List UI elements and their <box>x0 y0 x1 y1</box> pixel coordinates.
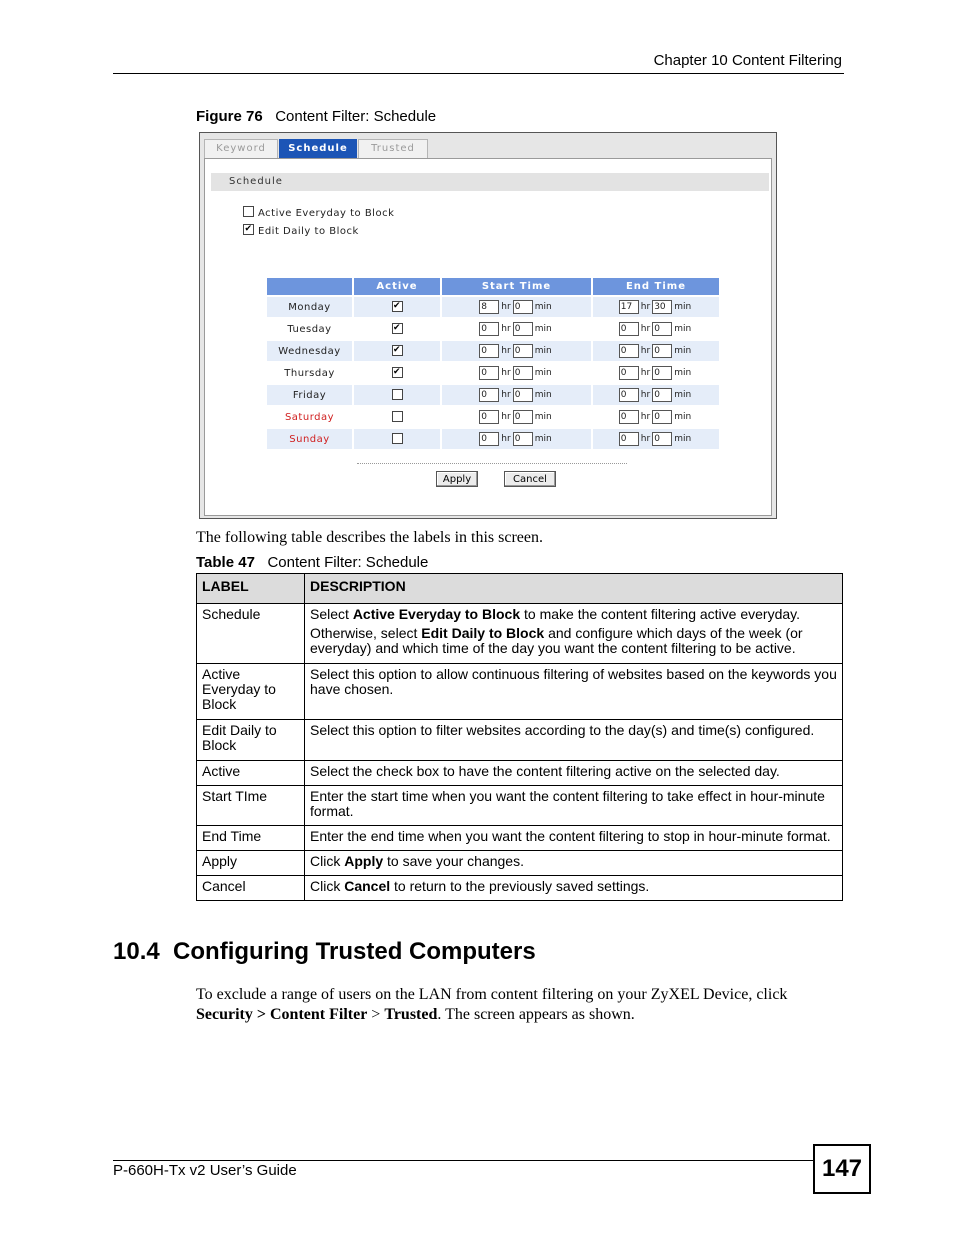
end-time-cell <box>593 429 719 449</box>
row-label: Edit Daily to Block <box>197 720 305 761</box>
min-unit: min <box>674 368 692 378</box>
intro-text: The following table describes the labels in this screen. <box>196 529 544 546</box>
end-time-cell <box>593 363 719 383</box>
row-label: End Time <box>197 826 305 851</box>
schedule-rows <box>267 297 719 449</box>
day-label: Friday <box>267 385 352 405</box>
min-unit: min <box>674 434 692 444</box>
day-active-cell <box>354 297 440 317</box>
hr-unit: hr <box>501 390 511 400</box>
schedule-screen <box>199 132 777 519</box>
end-time-cell <box>593 407 719 427</box>
end-minute-input[interactable]: 30 <box>652 300 672 314</box>
button-divider <box>357 463 627 464</box>
row-label: Start TIme <box>197 786 305 826</box>
day-active-checkbox[interactable] <box>392 345 403 356</box>
day-active-cell <box>354 319 440 339</box>
start-minute-input[interactable]: 0 <box>513 366 533 380</box>
start-time-cell <box>442 407 591 427</box>
day-active-checkbox[interactable] <box>392 323 403 334</box>
day-active-checkbox[interactable] <box>392 301 403 312</box>
min-unit: min <box>534 346 552 356</box>
tab-trusted[interactable]: Trusted <box>358 139 428 158</box>
hr-unit: hr <box>640 434 651 444</box>
table-row <box>197 786 843 826</box>
end-time-cell <box>593 385 719 405</box>
schedule-row <box>267 341 719 361</box>
start-minute-input[interactable]: 0 <box>513 344 533 358</box>
hr-unit: hr <box>640 346 651 356</box>
row-description: Enter the end time when you want the content filtering to stop in hour-minute format. <box>305 826 843 851</box>
min-unit: min <box>534 368 552 378</box>
table-label: Table 47 <box>196 554 255 571</box>
guide-title: P-660H-Tx v2 User’s Guide <box>113 1162 297 1179</box>
end-minute-input[interactable]: 0 <box>652 388 672 402</box>
table-row <box>197 851 843 876</box>
min-unit: min <box>534 324 552 334</box>
end-hour-input[interactable]: 0 <box>619 322 639 336</box>
schedule-panel <box>204 158 772 516</box>
start-hour-input[interactable]: 0 <box>479 432 499 446</box>
end-hour-input[interactable]: 0 <box>619 366 639 380</box>
min-unit: min <box>534 434 552 444</box>
end-hour-input[interactable]: 17 <box>619 300 639 314</box>
edit-daily-label: Edit Daily to Block <box>258 226 359 237</box>
day-label: Thursday <box>267 363 352 383</box>
hr-unit: hr <box>640 368 651 378</box>
section-paragraph: To exclude a range of users on the LAN from content filtering on your ZyXEL Device, click Security > Content Filter > Trusted. The screen appears as shown. <box>196 986 788 1023</box>
day-active-cell <box>354 363 440 383</box>
end-time-column-header: End Time <box>593 278 719 295</box>
hr-unit: hr <box>640 390 651 400</box>
min-unit: min <box>674 324 692 334</box>
schedule-table <box>265 276 721 451</box>
row-description: Select this option to allow continuous filtering of websites based on the keywords you have chosen. <box>305 664 843 720</box>
schedule-row <box>267 429 719 449</box>
day-active-checkbox[interactable] <box>392 433 403 444</box>
day-label: Wednesday <box>267 341 352 361</box>
figure-caption <box>196 108 436 125</box>
schedule-section-label: Schedule <box>211 173 769 191</box>
end-time-cell <box>593 341 719 361</box>
schedule-row <box>267 297 719 317</box>
chapter-header: Chapter 10 Content Filtering <box>653 52 842 69</box>
day-active-cell <box>354 341 440 361</box>
start-minute-input[interactable]: 0 <box>513 410 533 424</box>
end-minute-input[interactable]: 0 <box>652 432 672 446</box>
schedule-row <box>267 385 719 405</box>
hr-unit: hr <box>501 324 511 334</box>
min-unit: min <box>674 412 692 422</box>
min-unit: min <box>674 390 692 400</box>
min-unit: min <box>674 302 692 312</box>
start-hour-input[interactable]: 0 <box>479 366 499 380</box>
schedule-row <box>267 319 719 339</box>
day-label: Saturday <box>267 407 352 427</box>
start-time-cell <box>442 363 591 383</box>
table-header-row <box>197 574 843 604</box>
apply-button[interactable]: Apply <box>436 471 478 487</box>
end-minute-input[interactable]: 0 <box>652 366 672 380</box>
hr-unit: hr <box>501 302 511 312</box>
start-time-column-header: Start Time <box>442 278 591 295</box>
end-hour-input[interactable]: 0 <box>619 388 639 402</box>
table-row <box>197 604 843 664</box>
start-time-cell <box>442 429 591 449</box>
row-description: Select this option to filter websites according to the day(s) and time(s) configured. <box>305 720 843 761</box>
start-time-cell <box>442 319 591 339</box>
hr-unit: hr <box>501 368 511 378</box>
min-unit: min <box>534 302 552 312</box>
start-hour-input[interactable]: 0 <box>479 388 499 402</box>
row-label: Active Everyday to Block <box>197 664 305 720</box>
schedule-row <box>267 363 719 383</box>
start-hour-input[interactable]: 0 <box>479 322 499 336</box>
day-active-cell <box>354 429 440 449</box>
row-label: Cancel <box>197 876 305 901</box>
active-everyday-checkbox[interactable] <box>243 206 254 217</box>
day-label: Monday <box>267 297 352 317</box>
schedule-row <box>267 407 719 427</box>
row-description: Select the check box to have the content filtering active on the selected day. <box>305 761 843 786</box>
end-hour-input[interactable]: 0 <box>619 410 639 424</box>
row-description: Click Cancel to return to the previously saved settings. <box>305 876 843 901</box>
active-column-header: Active <box>354 278 440 295</box>
row-label: Apply <box>197 851 305 876</box>
start-hour-input[interactable]: 0 <box>479 344 499 358</box>
day-label: Sunday <box>267 429 352 449</box>
description-table <box>196 573 843 901</box>
hr-unit: hr <box>501 434 511 444</box>
table-row <box>197 720 843 761</box>
label-header: LABEL <box>197 574 305 604</box>
table-title: Content Filter: Schedule <box>267 554 429 571</box>
day-active-checkbox[interactable] <box>392 411 403 422</box>
table-row <box>197 664 843 720</box>
row-label: Schedule <box>197 604 305 664</box>
start-minute-input[interactable]: 0 <box>513 432 533 446</box>
table-row <box>197 876 843 901</box>
end-minute-input[interactable]: 0 <box>652 344 672 358</box>
start-time-cell <box>442 385 591 405</box>
row-description: Click Apply to save your changes. <box>305 851 843 876</box>
start-hour-input[interactable]: 8 <box>479 300 499 314</box>
start-minute-input[interactable]: 0 <box>513 322 533 336</box>
day-column-header <box>267 278 352 295</box>
min-unit: min <box>674 346 692 356</box>
active-everyday-option[interactable] <box>243 206 394 219</box>
description-header: DESCRIPTION <box>305 574 843 604</box>
day-label: Tuesday <box>267 319 352 339</box>
start-time-cell <box>442 297 591 317</box>
hr-unit: hr <box>640 412 651 422</box>
figure-title: Content Filter: Schedule <box>275 108 437 125</box>
edit-daily-checkbox[interactable] <box>243 224 254 235</box>
hr-unit: hr <box>501 412 511 422</box>
cancel-button[interactable]: Cancel <box>504 471 556 487</box>
table-row <box>197 826 843 851</box>
row-description: Enter the start time when you want the content filtering to take effect in hour-minute format. <box>305 786 843 826</box>
min-unit: min <box>534 390 552 400</box>
end-minute-input[interactable]: 0 <box>652 322 672 336</box>
table-caption <box>196 554 428 571</box>
day-active-cell <box>354 407 440 427</box>
hr-unit: hr <box>640 302 651 312</box>
figure-label: Figure 76 <box>196 108 263 125</box>
hr-unit: hr <box>640 324 651 334</box>
start-time-cell <box>442 341 591 361</box>
end-minute-input[interactable]: 0 <box>652 410 672 424</box>
day-active-checkbox[interactable] <box>392 367 403 378</box>
day-active-checkbox[interactable] <box>392 389 403 400</box>
row-description: Select Active Everyday to Block to make the content filtering active everyday. Otherwise, select Edit Daily to Block and configure which days of the week (or everyday) and which time of the day you want the content filtering to be active. <box>305 604 843 664</box>
start-minute-input[interactable]: 0 <box>513 388 533 402</box>
footer-rule <box>113 1160 814 1161</box>
edit-daily-option[interactable] <box>243 224 359 237</box>
hr-unit: hr <box>501 346 511 356</box>
start-hour-input[interactable]: 0 <box>479 410 499 424</box>
header-rule <box>113 73 844 74</box>
day-active-cell <box>354 385 440 405</box>
min-unit: min <box>534 412 552 422</box>
tab-keyword[interactable]: Keyword <box>204 139 278 158</box>
tab-schedule[interactable]: Schedule <box>279 139 357 158</box>
end-hour-input[interactable]: 0 <box>619 432 639 446</box>
start-minute-input[interactable]: 0 <box>513 300 533 314</box>
end-hour-input[interactable]: 0 <box>619 344 639 358</box>
active-everyday-label: Active Everyday to Block <box>258 208 395 219</box>
row-label: Active <box>197 761 305 786</box>
end-time-cell <box>593 319 719 339</box>
end-time-cell <box>593 297 719 317</box>
section-heading: 10.4 Configuring Trusted Computers <box>113 938 536 965</box>
page-number: 147 <box>813 1144 871 1194</box>
table-row <box>197 761 843 786</box>
